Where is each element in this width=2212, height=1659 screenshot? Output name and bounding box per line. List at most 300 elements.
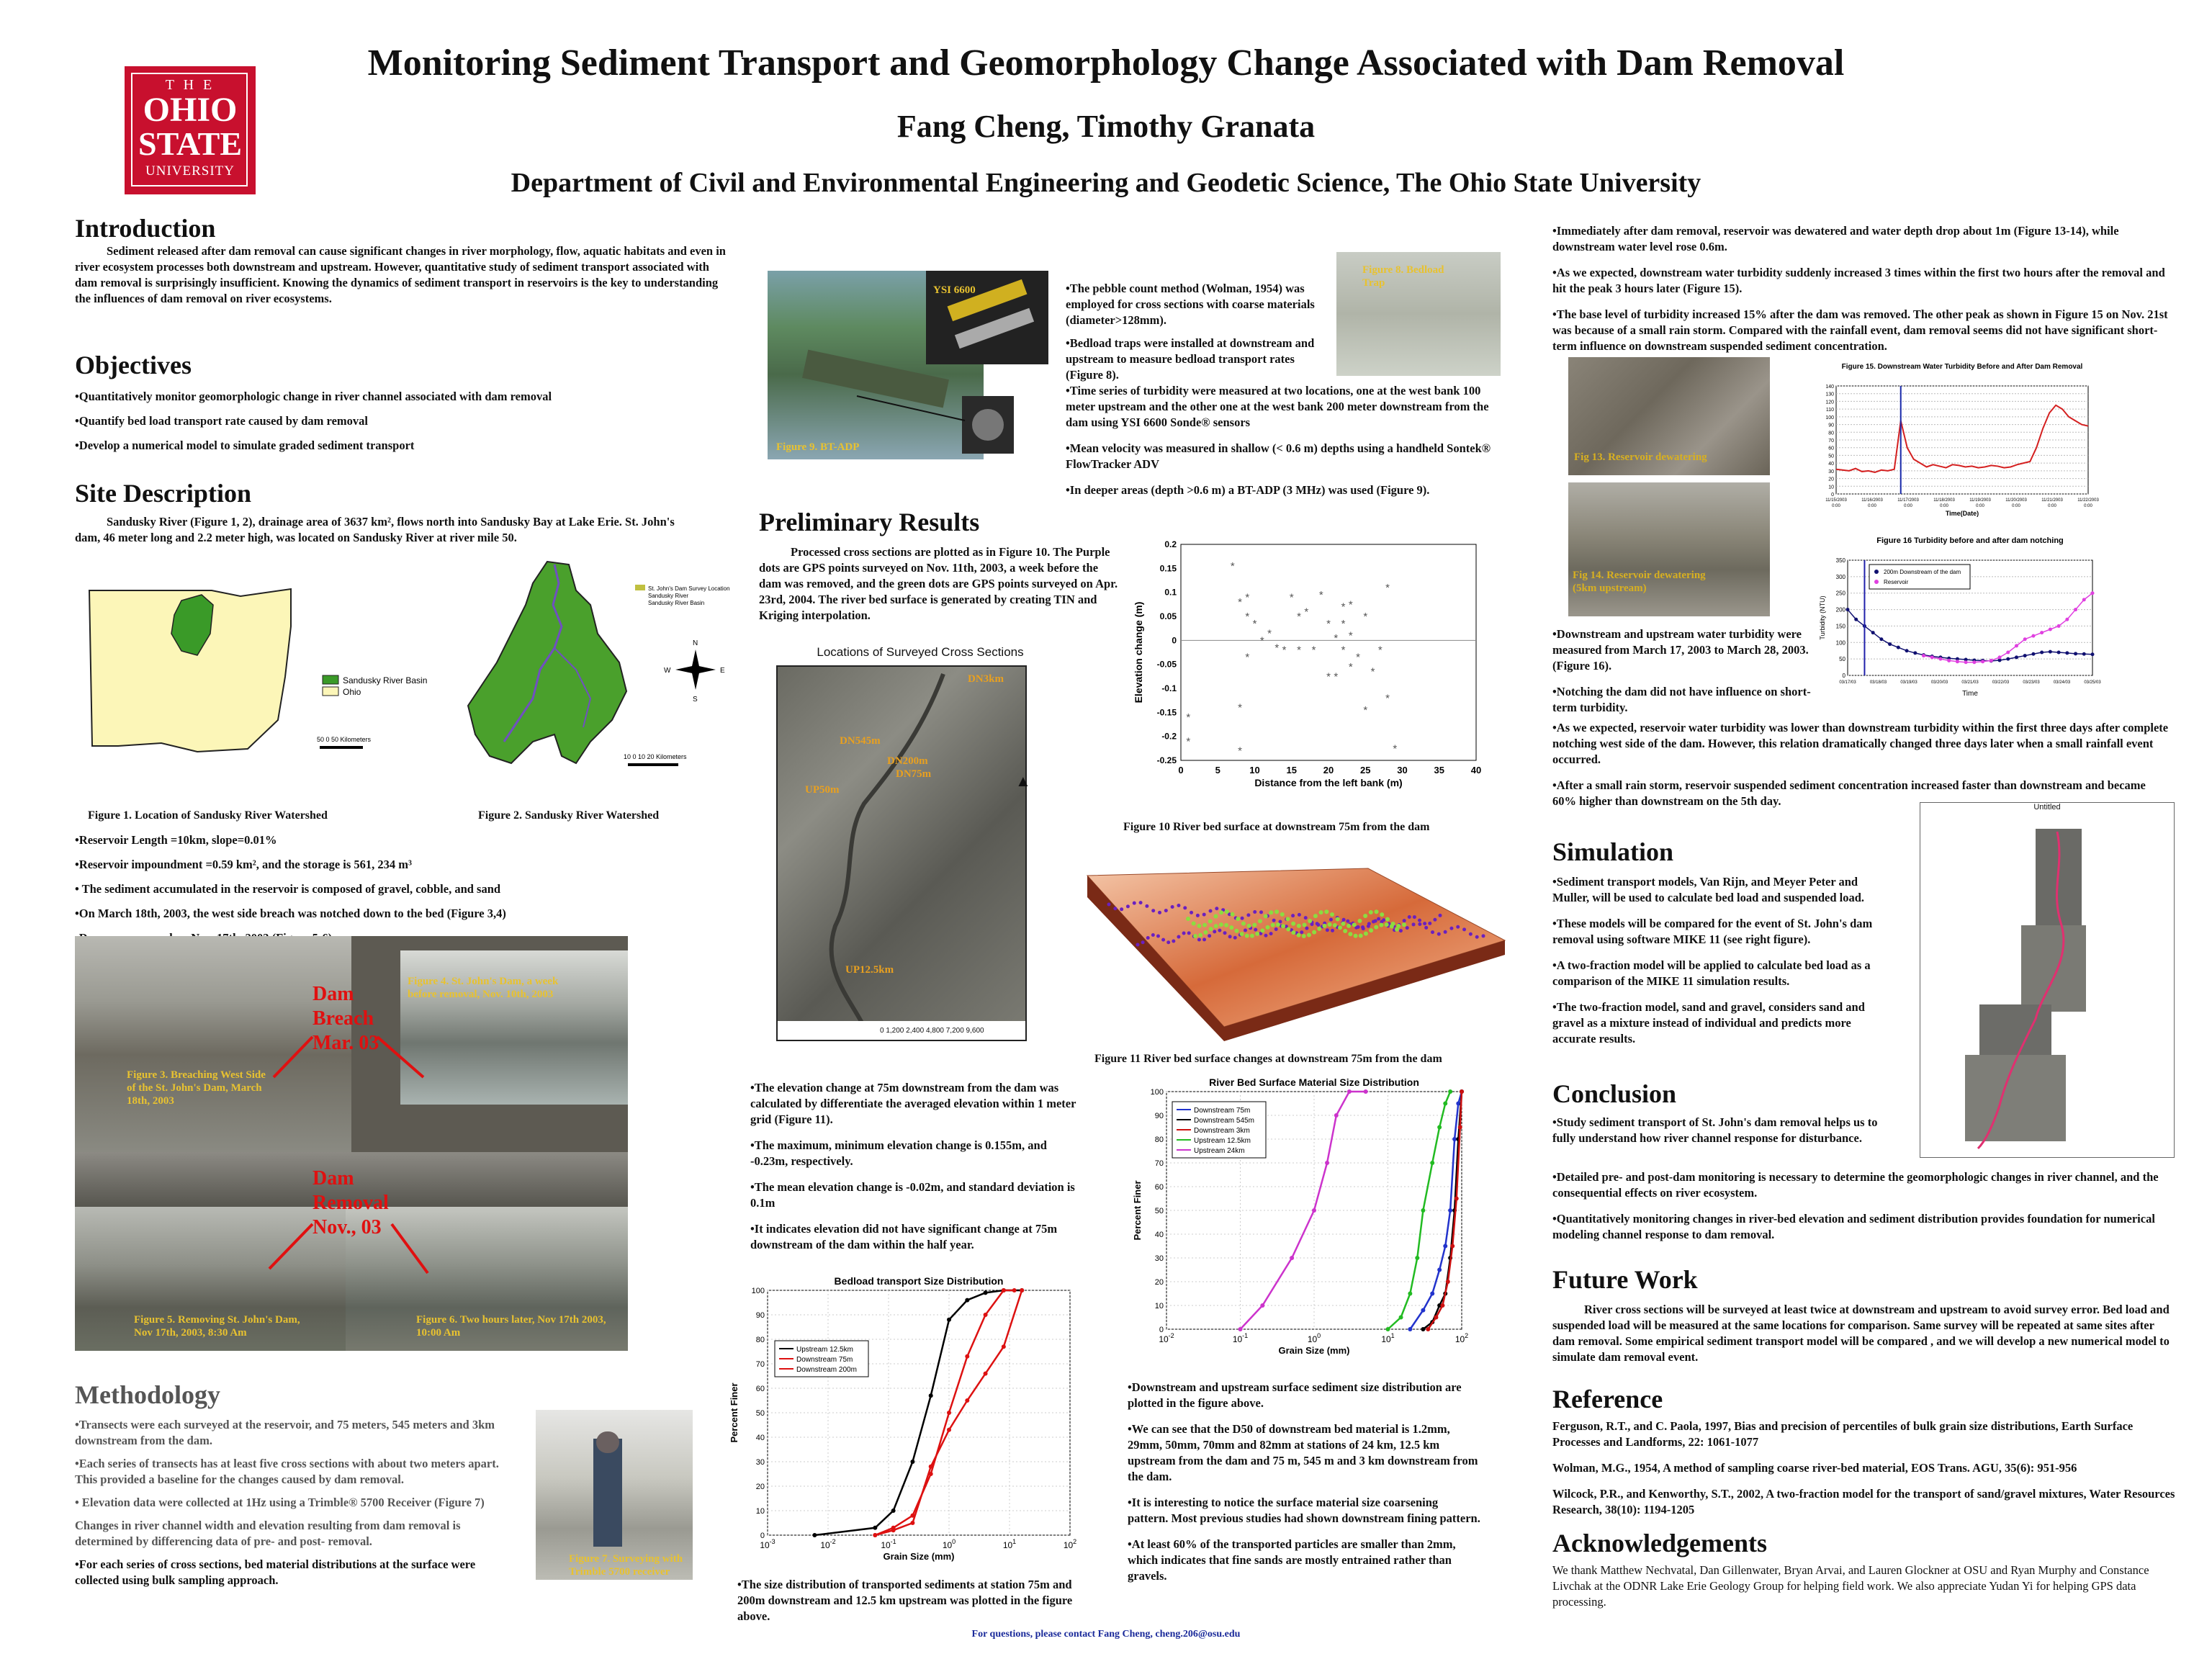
x-tick-label: 11/21/2003 0:00 bbox=[2041, 498, 2063, 508]
x-tick-label: 03/17/03 bbox=[1839, 680, 1856, 685]
survey-point-pre bbox=[1437, 932, 1441, 936]
site-bullet: •On March 18th, 2003, the west side breach was notched down to the bed (Figure 3,4) bbox=[75, 907, 506, 920]
y-tick-label: 200 bbox=[1835, 606, 1845, 613]
scale-bar bbox=[320, 746, 363, 749]
y-tick-label: -0.25 bbox=[1156, 755, 1177, 765]
simulation-item: •Sediment transport models, Van Rijn, and Meyer Peter and Muller, will be used to calculate bed load and suspended load. bbox=[1552, 875, 1865, 904]
fig7-caption: Figure 7. Surveying with Trimble 5700 receiver bbox=[569, 1553, 683, 1578]
map-label-dn3km: DN3km bbox=[968, 673, 1004, 685]
map-label-dn545m: DN545m bbox=[840, 735, 881, 747]
survey-point-pre bbox=[1413, 915, 1416, 919]
survey-point-post bbox=[1197, 924, 1201, 928]
objective-item: •Quantify bed load transport rate caused by dam removal bbox=[75, 414, 368, 428]
survey-point-pre bbox=[1433, 918, 1437, 922]
series-point bbox=[1290, 1256, 1294, 1260]
series-point bbox=[965, 1398, 969, 1403]
survey-point-pre bbox=[1329, 918, 1333, 922]
data-point: * bbox=[1289, 591, 1294, 604]
x-tick-label: 11/19/2003 0:00 bbox=[1969, 498, 1991, 508]
y-tick-label: -0.05 bbox=[1156, 659, 1177, 670]
y-axis-label: Percent Finer bbox=[1132, 1180, 1143, 1241]
survey-point-pre bbox=[1444, 930, 1447, 934]
series-point bbox=[1334, 1113, 1339, 1118]
right-mid-item: •As we expected, reservoir water turbidity was lower than downstream turbidity within the first three days after complete notching west side of the dam. However, this relation dramatically changed three days later when a small rainfall event occurred. bbox=[1552, 721, 2169, 766]
chart-title: River Bed Surface Material Size Distribution bbox=[1209, 1076, 1419, 1088]
legend-label: Reservoir bbox=[1884, 579, 1909, 585]
survey-point-post bbox=[1291, 930, 1295, 935]
instrument-item: •Time series of turbidity were measured at two locations, one at the west bank 100 meter upstream and the other one at the west bank 200 meter downstream from the dam using YSI 6600 Sonde® sensors bbox=[1066, 384, 1489, 429]
scale-label-2: 10 0 10 20 Kilometers bbox=[624, 753, 687, 760]
series-point bbox=[910, 1460, 914, 1464]
survey-point-pre bbox=[1406, 926, 1409, 930]
survey-point-post bbox=[1354, 934, 1358, 938]
series-point bbox=[1434, 1316, 1438, 1320]
series-point bbox=[1399, 1316, 1403, 1320]
reference-heading: Reference bbox=[1552, 1385, 1663, 1413]
instrument-item: •Bedload traps were installed at downstream and upstream to measure bedload transport rates (Figure 8). bbox=[1066, 336, 1315, 382]
data-point: * bbox=[1238, 745, 1242, 757]
series-point bbox=[873, 1533, 877, 1537]
survey-point-post bbox=[1369, 910, 1373, 914]
breach-annotation: Dam Breach Mar. 03 bbox=[313, 983, 379, 1054]
data-point: * bbox=[1334, 632, 1339, 644]
survey-point-post bbox=[1341, 922, 1345, 926]
survey-point-post bbox=[1374, 925, 1378, 930]
data-point: * bbox=[1230, 560, 1235, 572]
svg-text:N: N bbox=[693, 639, 698, 647]
data-point: * bbox=[1363, 611, 1368, 623]
method-item: • Elevation data were collected at 1Hz using a Trimble® 5700 Receiver (Figure 7) bbox=[75, 1496, 485, 1509]
series-point bbox=[873, 1526, 877, 1530]
x-tick-label: 35 bbox=[1434, 765, 1444, 775]
y-tick-label: 10 bbox=[1828, 485, 1834, 490]
adp-pointer bbox=[857, 389, 972, 432]
removal-annotation: Dam Removal Nov., 03 bbox=[313, 1167, 389, 1238]
y-tick-label: 0 bbox=[760, 1532, 765, 1540]
instrument-item: •In deeper areas (depth >0.6 m) a BT-ADP (3 MHz) was used (Figure 9). bbox=[1066, 483, 1430, 497]
survey-point-pre bbox=[1146, 936, 1150, 940]
x-tick-label: 03/18/03 bbox=[1869, 680, 1887, 685]
elevation-change-chart bbox=[1130, 533, 1491, 806]
survey-point-pre bbox=[1202, 913, 1206, 917]
x-tick-label: 03/23/03 bbox=[2023, 680, 2040, 685]
survey-point-pre bbox=[1418, 922, 1421, 926]
survey-point-pre bbox=[1241, 917, 1244, 920]
survey-point-pre bbox=[1310, 922, 1314, 926]
survey-point-pre bbox=[1202, 938, 1206, 941]
survey-point-post bbox=[1229, 925, 1233, 930]
x-tick-label: 15 bbox=[1286, 765, 1297, 775]
x-tick-label: 03/25/03 bbox=[2084, 680, 2101, 685]
series-point bbox=[812, 1533, 817, 1537]
y-tick-label: 0 bbox=[1831, 493, 1834, 498]
reference-item: Ferguson, R.T., and C. Paola, 1997, Bias and precision of percentiles of bulk grain size distributions, Earth Surface Processes and Landforms, 22: 1061-1077 bbox=[1552, 1419, 2134, 1449]
series-point bbox=[1002, 1288, 1006, 1292]
surface-item: •At least 60% of the transported particles are smaller than 2mm, which indicates that fine sands are mostly entrained rather than gravels. bbox=[1128, 1537, 1456, 1583]
survey-point-post bbox=[1379, 923, 1383, 927]
y-tick-label: 150 bbox=[1835, 623, 1845, 630]
legend-label: Upstream 24km bbox=[1194, 1147, 1245, 1155]
legend-basin-swatch bbox=[323, 675, 338, 684]
survey-point-post bbox=[1192, 921, 1196, 925]
y-tick-label: 70 bbox=[755, 1360, 765, 1369]
y-tick-label: 0.15 bbox=[1159, 563, 1177, 574]
right-item: •As we expected, downstream water turbidity suddenly increased 3 times within the first two hours after the removal and hit the peak 3 hours later (Figure 15). bbox=[1552, 266, 2165, 295]
y-tick-label: 40 bbox=[1154, 1231, 1164, 1239]
y-tick-label: 0.05 bbox=[1159, 611, 1177, 621]
survey-point-post bbox=[1363, 914, 1367, 918]
x-tick-label: $10^0$ bbox=[942, 1538, 956, 1550]
y-tick-label: 100 bbox=[1825, 415, 1834, 421]
data-point: * bbox=[1297, 611, 1301, 623]
survey-point-pre bbox=[1151, 909, 1155, 912]
survey-point-pre bbox=[1208, 934, 1211, 938]
introduction-heading: Introduction bbox=[75, 214, 216, 243]
x-tick-label: 0 bbox=[1178, 765, 1184, 775]
fig4-caption: Figure 4. St. John's Dam, a week before removal, Nov. 10th, 2003 bbox=[408, 976, 559, 1000]
watershed-map bbox=[446, 554, 749, 770]
series-point bbox=[947, 1318, 951, 1322]
bedload-text: •The size distribution of transported sediments at station 75m and 200m downstream and 12.5 km upstream was plotted in the figure above. bbox=[737, 1578, 1073, 1623]
y-tick-label: 100 bbox=[751, 1287, 765, 1295]
data-point: * bbox=[1363, 704, 1368, 716]
survey-point-pre bbox=[1305, 927, 1308, 930]
data-point: * bbox=[1186, 735, 1191, 748]
survey-point-pre bbox=[1399, 929, 1403, 932]
x-tick-label: $10^{-2}$ bbox=[1159, 1332, 1174, 1344]
survey-point-pre bbox=[1139, 901, 1143, 904]
y-tick-label: 110 bbox=[1825, 408, 1834, 413]
survey-point-post bbox=[1308, 919, 1312, 923]
survey-point-pre bbox=[1107, 903, 1111, 907]
y-tick-label: 300 bbox=[1835, 573, 1845, 580]
right-mid-item: •Notching the dam did not have influence on short-term turbidity. bbox=[1552, 685, 1811, 714]
data-point: * bbox=[1252, 618, 1257, 630]
survey-point-post bbox=[1291, 922, 1295, 926]
simulation-item: •A two-fraction model will be applied to calculate bed load as a comparison of the MIKE 11 simulation results. bbox=[1552, 958, 1871, 988]
watershed-shape bbox=[468, 562, 626, 763]
elev-item: •The maximum, minimum elevation change is 0.155m, and -0.23m, respectively. bbox=[750, 1138, 1047, 1168]
survey-point-post bbox=[1193, 934, 1197, 938]
objective-item: •Develop a numerical model to simulate graded sediment transport bbox=[75, 439, 415, 452]
series-point bbox=[965, 1354, 969, 1359]
mike11-figure bbox=[1920, 802, 2175, 1158]
survey-point-pre bbox=[1197, 938, 1201, 941]
method-item: •For each series of cross sections, bed material distributions at the surface were collected using bulk sampling approach. bbox=[75, 1557, 476, 1587]
survey-point-pre bbox=[1423, 922, 1426, 925]
survey-point-post bbox=[1336, 917, 1340, 922]
y-axis-label: Turbidity (NTU) bbox=[1819, 595, 1826, 640]
north-arrow-icon bbox=[664, 639, 725, 703]
survey-point-post bbox=[1333, 923, 1337, 927]
survey-point-pre bbox=[1408, 915, 1411, 919]
y-tick-label: 90 bbox=[1828, 423, 1834, 428]
y-tick-label: 60 bbox=[755, 1385, 765, 1393]
survey-point-pre bbox=[1272, 919, 1276, 922]
elev-item: •It indicates elevation did not have significant change at 75m downstream of the dam within the half year. bbox=[750, 1222, 1058, 1251]
x-tick-label: 11/18/2003 0:00 bbox=[1933, 498, 1955, 508]
survey-point-pre bbox=[1412, 922, 1416, 926]
x-tick-label: $10^{-2}$ bbox=[820, 1538, 836, 1550]
survey-point-pre bbox=[1462, 927, 1466, 931]
survey-point-pre bbox=[1126, 904, 1130, 908]
survey-point-pre bbox=[1161, 938, 1165, 942]
simulation-heading: Simulation bbox=[1552, 837, 1674, 866]
series-point bbox=[1443, 1102, 1447, 1106]
objectives-heading: Objectives bbox=[75, 351, 192, 379]
chart-title: Figure 16 Turbidity before and after dam notching bbox=[1876, 536, 2064, 545]
fig1-caption: Figure 1. Location of Sandusky River Watershed bbox=[88, 809, 328, 822]
y-tick-label: 30 bbox=[1828, 469, 1834, 475]
turbidity-fig15-chart bbox=[1815, 360, 2103, 533]
survey-point-post bbox=[1258, 919, 1262, 923]
survey-point-post bbox=[1224, 923, 1228, 927]
series-point bbox=[1421, 1308, 1425, 1313]
survey-point-pre bbox=[1331, 929, 1334, 932]
series-point bbox=[1260, 1303, 1264, 1308]
survey-point-post bbox=[1269, 910, 1273, 914]
survey-point-post bbox=[1274, 909, 1279, 914]
series-point bbox=[1430, 1161, 1434, 1165]
survey-point-pre bbox=[1120, 907, 1123, 911]
series-point bbox=[1421, 1208, 1425, 1213]
y-tick-label: 40 bbox=[755, 1434, 765, 1442]
data-point: * bbox=[1348, 629, 1353, 642]
survey-point-post bbox=[1324, 909, 1328, 914]
y-tick-label: 50 bbox=[1154, 1207, 1164, 1215]
ohio-location-map bbox=[75, 576, 428, 763]
x-tick-label: $10^1$ bbox=[1381, 1332, 1395, 1344]
survey-point-pre bbox=[1218, 929, 1221, 932]
x-tick-label: 40 bbox=[1470, 765, 1482, 775]
survey-point-post bbox=[1359, 934, 1363, 938]
y-tick-label: 90 bbox=[1154, 1112, 1164, 1120]
survey-point-pre bbox=[1158, 911, 1161, 914]
survey-point-pre bbox=[1377, 917, 1380, 921]
series-point bbox=[947, 1411, 951, 1415]
method-item: •Transects were each surveyed at the reservoir, and 75 meters, 545 meters and 3km downstream from the dam. bbox=[75, 1418, 495, 1447]
data-point: * bbox=[1341, 618, 1346, 630]
turbidity-fig16-chart bbox=[1815, 534, 2117, 707]
survey-point-post bbox=[1271, 923, 1275, 927]
survey-point-pre bbox=[1269, 932, 1273, 935]
cross-section-map bbox=[776, 665, 1027, 1041]
legend-label: Upstream 12.5km bbox=[1194, 1137, 1251, 1145]
survey-point-post bbox=[1213, 914, 1218, 918]
y-tick-label: 70 bbox=[1154, 1159, 1164, 1168]
x-tick-label: 11/15/2003 0:00 bbox=[1825, 498, 1847, 508]
series-point bbox=[910, 1521, 914, 1525]
simulation-item: •The two-fraction model, sand and gravel, considers sand and gravel as a mixture instead of individual and predicts more accurate results. bbox=[1552, 1000, 1865, 1046]
map-north-arrow-icon: ▲ bbox=[1015, 772, 1031, 790]
survey-point-pre bbox=[1187, 931, 1191, 935]
survey-point-pre bbox=[1475, 935, 1479, 939]
x-tick-label: 11/16/2003 0:00 bbox=[1861, 498, 1883, 508]
fig5-caption: Figure 5. Removing St. John's Dam, Nov 17th, 2003, 8:30 Am bbox=[134, 1314, 300, 1339]
legend-label: Downstream 75m bbox=[796, 1356, 853, 1364]
methodology-heading: Methodology bbox=[75, 1380, 220, 1409]
data-point: * bbox=[1259, 634, 1264, 647]
survey-point-post bbox=[1317, 927, 1321, 931]
data-point: * bbox=[1377, 644, 1382, 657]
survey-point-post bbox=[1250, 934, 1254, 938]
future-heading: Future Work bbox=[1552, 1265, 1698, 1294]
survey-point-post bbox=[1209, 927, 1213, 931]
x-tick-label: 03/19/03 bbox=[1900, 680, 1917, 685]
survey-point-pre bbox=[1233, 936, 1237, 940]
y-tick-label: 10 bbox=[1154, 1302, 1164, 1310]
conclusion-item: •Study sediment transport of St. John's dam removal helps us to fully understand how river channel response for disturbance. bbox=[1552, 1115, 1878, 1145]
survey-point-pre bbox=[1164, 909, 1168, 912]
survey-point-post bbox=[1276, 922, 1280, 927]
series-point bbox=[1448, 1089, 1452, 1094]
survey-point-post bbox=[1348, 932, 1352, 936]
fig3-caption: Figure 3. Breaching West Side of the St. John's Dam, March 18th, 2003 bbox=[127, 1069, 266, 1107]
series-point bbox=[1238, 1327, 1243, 1331]
y-tick-label: 20 bbox=[1154, 1278, 1164, 1287]
survey-point-post bbox=[1312, 930, 1316, 935]
series-point bbox=[1446, 1280, 1450, 1284]
survey-point-post bbox=[1338, 925, 1342, 930]
y-tick-label: 250 bbox=[1835, 590, 1845, 597]
survey-point-post bbox=[1343, 929, 1347, 933]
data-point: * bbox=[1341, 601, 1346, 613]
site-bullet: •Reservoir Length =10km, slope=0.01% bbox=[75, 833, 277, 847]
survey-point-pre bbox=[1166, 940, 1170, 944]
x-tick-label: 20 bbox=[1323, 765, 1334, 775]
ysi-label: YSI 6600 bbox=[933, 284, 976, 296]
survey-point-pre bbox=[1215, 907, 1218, 910]
survey-point-pre bbox=[1291, 914, 1295, 917]
x-tick-label: 25 bbox=[1360, 765, 1371, 775]
scale-label: 50 0 50 Kilometers bbox=[317, 736, 372, 743]
x-tick-label: 11/17/2003 0:00 bbox=[1897, 498, 1919, 508]
fig11-caption: Figure 11 River bed surface changes at downstream 75m from the dam bbox=[1094, 1053, 1442, 1065]
survey-point-post bbox=[1380, 912, 1384, 917]
series-point bbox=[1325, 1161, 1329, 1165]
conclusion-item: •Detailed pre- and post-dam monitoring is necessary to determine the geomorphologic changes in river channel, and the consequential effects on river ecosystem. bbox=[1552, 1170, 2159, 1200]
data-point: * bbox=[1385, 582, 1390, 594]
survey-point-post bbox=[1186, 917, 1190, 921]
survey-point-post bbox=[1328, 922, 1332, 927]
survey-point-pre bbox=[1367, 925, 1370, 928]
survey-point-pre bbox=[1246, 913, 1250, 917]
survey-point-post bbox=[1198, 933, 1202, 938]
y-axis-label: Elevation change (m) bbox=[1133, 601, 1144, 703]
survey-point-pre bbox=[1177, 935, 1180, 939]
survey-point-post bbox=[1285, 917, 1290, 921]
survey-point-pre bbox=[1209, 909, 1213, 913]
y-tick-label: -0.15 bbox=[1156, 707, 1177, 718]
x-tick-label: 10 bbox=[1249, 765, 1260, 775]
survey-point-post bbox=[1236, 917, 1240, 921]
series-point bbox=[1020, 1288, 1024, 1292]
data-point: * bbox=[1385, 692, 1390, 705]
scale-bar-2 bbox=[628, 763, 678, 766]
legend-swatch bbox=[1874, 570, 1879, 574]
survey-point-pre bbox=[1428, 922, 1431, 925]
survey-point-pre bbox=[1326, 928, 1329, 932]
survey-point-post bbox=[1208, 919, 1213, 923]
survey-point-pre bbox=[1403, 919, 1406, 922]
x-tick-label: 03/22/03 bbox=[1992, 680, 2010, 685]
x-tick-label: $10^2$ bbox=[1455, 1332, 1469, 1344]
survey-point-pre bbox=[1190, 911, 1193, 914]
series-point bbox=[891, 1528, 896, 1532]
x-tick-label: 11/20/2003 0:00 bbox=[2005, 498, 2027, 508]
legend2-label-b: Sandusky River bbox=[648, 593, 689, 599]
survey-point-pre bbox=[1253, 910, 1256, 914]
elev-item: •The mean elevation change is -0.02m, and standard deviation is 0.1m bbox=[750, 1180, 1075, 1210]
reference-item: Wolman, M.G., 1954, A method of sampling coarse river-bed material, EOS Trans. AGU, 35(6): 951-956 bbox=[1552, 1461, 2077, 1475]
data-point: * bbox=[1393, 742, 1398, 755]
data-point: * bbox=[1348, 598, 1353, 611]
y-tick-label: 50 bbox=[1839, 656, 1845, 663]
legend-label: 200m Downstream of the dam bbox=[1884, 569, 1961, 575]
survey-point-post bbox=[1302, 934, 1306, 938]
y-tick-label: 50 bbox=[1828, 454, 1834, 459]
data-point: * bbox=[1341, 644, 1346, 657]
surface-size-chart bbox=[1130, 1076, 1476, 1361]
y-tick-label: 50 bbox=[755, 1409, 765, 1418]
survey-point-pre bbox=[1213, 930, 1216, 933]
x-axis-label: Grain Size (mm) bbox=[883, 1551, 955, 1562]
svg-text:S: S bbox=[693, 696, 698, 703]
series-point bbox=[1426, 1327, 1430, 1331]
data-point: * bbox=[1297, 644, 1301, 657]
series-point bbox=[1437, 1268, 1442, 1272]
right-item: •The base level of turbidity increased 15% after the dam was removed. The other peak as shown in Figure 15 on Nov. 21st was because of a small rain storm. Compared with the rainfall event, dam removal seems did not have significant short-term influence on downstream suspended sediment concentration. bbox=[1552, 307, 2168, 353]
instrument-item: •Mean velocity was measured in shallow (< 0.6 m) depths using a handheld Sontek® FlowTracker ADV bbox=[1066, 441, 1491, 471]
survey-point-pre bbox=[1316, 922, 1319, 925]
prelim-heading: Preliminary Results bbox=[759, 508, 980, 536]
poster-authors: Fang Cheng, Timothy Granata bbox=[896, 109, 1316, 144]
y-tick-label: 0 bbox=[1172, 635, 1177, 646]
fig10-caption: Figure 10 River bed surface at downstream 75m from the dam bbox=[1123, 821, 1430, 833]
survey-point-post bbox=[1319, 910, 1323, 914]
survey-point-pre bbox=[1346, 920, 1349, 923]
survey-point-pre bbox=[1133, 902, 1136, 905]
survey-point-post bbox=[1352, 922, 1357, 927]
survey-point-post bbox=[1280, 912, 1285, 917]
survey-point-pre bbox=[1171, 905, 1174, 909]
survey-point-pre bbox=[1223, 931, 1227, 935]
data-point: * bbox=[1326, 618, 1331, 630]
data-point: * bbox=[1238, 596, 1242, 608]
series-point bbox=[1452, 1137, 1457, 1141]
legend-label: Downstream 200m bbox=[796, 1366, 857, 1374]
chart-title: Bedload transport Size Distribution bbox=[834, 1275, 1004, 1287]
data-point: * bbox=[1318, 589, 1323, 601]
survey-point-pre bbox=[1228, 935, 1232, 938]
series-point bbox=[984, 1290, 988, 1295]
survey-point-post bbox=[1369, 928, 1373, 932]
map-label-dn75m: DN75m bbox=[896, 768, 932, 780]
x-axis-label: Time bbox=[1962, 690, 1978, 698]
survey-point-post bbox=[1390, 924, 1394, 928]
series-point bbox=[1455, 1197, 1459, 1201]
map-scale: 0 1,200 2,400 4,800 7,200 9,600 bbox=[880, 1027, 984, 1035]
data-point: * bbox=[1238, 701, 1242, 714]
survey-point-pre bbox=[1254, 928, 1257, 932]
fig8-caption: Figure 8. Bedload Trap bbox=[1362, 264, 1444, 289]
instrument-item: •The pebble count method (Wolman, 1954) was employed for cross sections with coarse materials (diameter>128mm). bbox=[1066, 282, 1315, 327]
chart-title: Figure 15. Downstream Water Turbidity Before and After Dam Removal bbox=[1841, 363, 2083, 371]
map-label-up50m: UP50m bbox=[805, 784, 840, 796]
x-axis-label: Distance from the left bank (m) bbox=[1254, 777, 1403, 788]
data-point: * bbox=[1245, 651, 1250, 664]
survey-point-pre bbox=[1136, 943, 1140, 947]
